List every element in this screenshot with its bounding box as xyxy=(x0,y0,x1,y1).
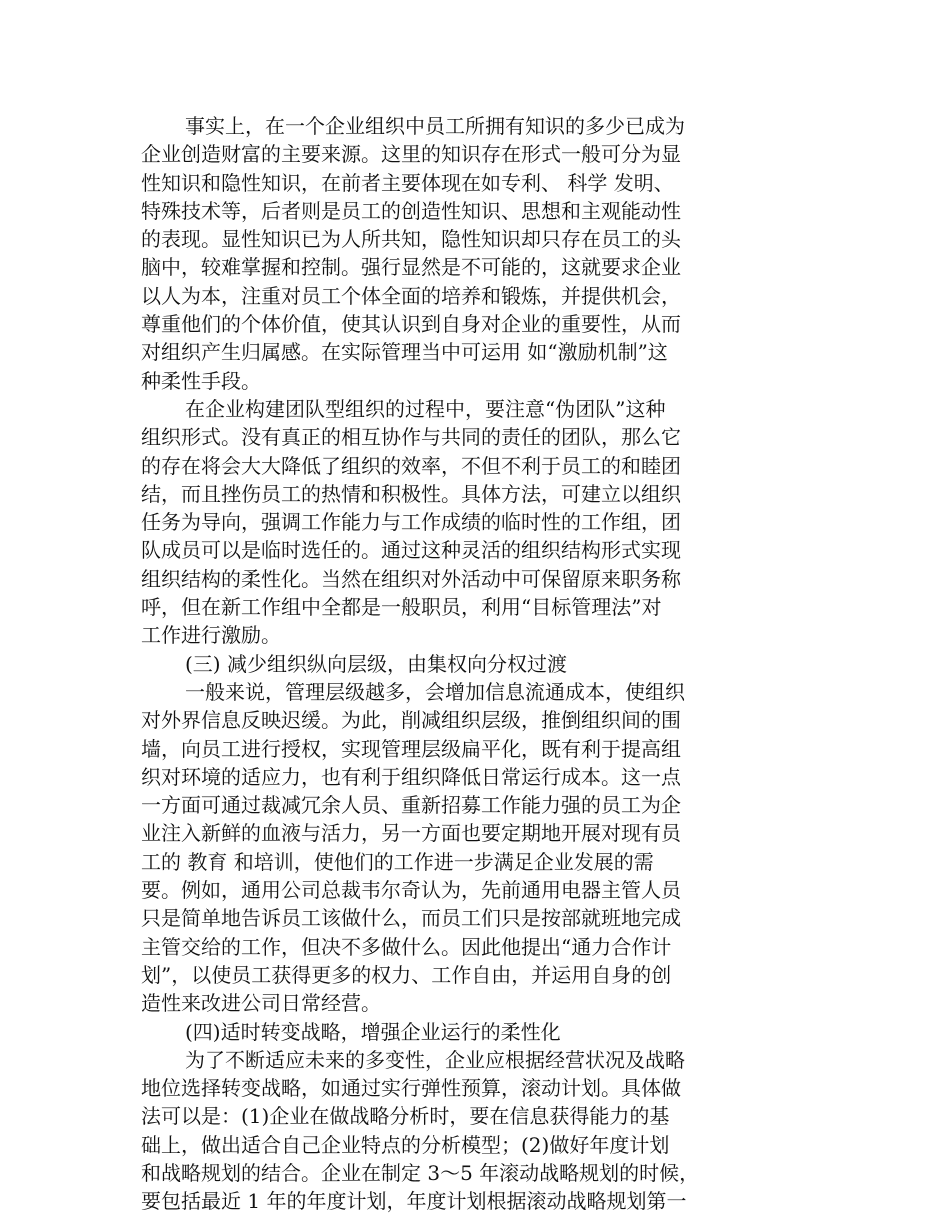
text-line: 在企业构建团队型组织的过程中，要注意“伪团队”这种 xyxy=(185,396,666,421)
text-line: 事实上，在一个企业组织中员工所拥有知识的多少已成为 xyxy=(185,114,685,138)
text-line: 队成员可以是临时选任的。通过这种灵活的组织结构形式实现 xyxy=(141,538,681,563)
text-line: 结，而且挫伤员工的热情和积极性。具体方法，可建立以组织 xyxy=(141,481,681,506)
text-line: 划”，以使员工获得更多的权力、工作自由，并运用自身的创 xyxy=(141,962,672,987)
text-line: 企业创造财富的主要来源。这里的知识存在形式一般可分为显 xyxy=(141,142,681,167)
text-line: 脑中，较难掌握和控制。强行显然是不可能的，这就要求企业 xyxy=(141,255,681,280)
text-line: 为了不断适应未来的多变性，企业应根据经营状况及战略 xyxy=(185,1047,685,1072)
text-line: 只是简单地告诉员工该做什么，而员工们只是按部就班地完成 xyxy=(141,906,681,931)
text-line: 业注入新鲜的血液与活力，另一方面也要定期地开展对现有员 xyxy=(141,821,681,846)
text-line: 工作进行激励。 xyxy=(141,623,281,648)
text-line: 的表现。显性知识已为人所共知，隐性知识却只存在员工的头 xyxy=(141,227,681,252)
text-line: 础上，做出适合自己企业特点的分析模型；(2)做好年度计划 xyxy=(141,1132,670,1157)
text-line: 织对环境的适应力，也有利于组织降低日常运行成本。这一点 xyxy=(141,764,681,789)
text-line: 呼，但在新工作组中全都是一般职员，利用“目标管理法”对 xyxy=(141,595,662,620)
text-line: 以人为本，注重对员工个体全面的培养和锻炼，并提供机会， xyxy=(141,283,681,308)
text-line: (三) 减少组织纵向层级，由集权向分权过渡 xyxy=(185,651,567,676)
text-line: 要包括最近 1 年的年度计划，年度计划根据滚动战略规划第一 xyxy=(141,1189,687,1214)
text-line: 要。例如，通用公司总裁韦尔奇认为，先前通用电器主管人员 xyxy=(141,878,681,903)
text-line: 组织结构的柔性化。当然在组织对外活动中可保留原来职务称 xyxy=(141,566,681,591)
text-line: 尊重他们的个体价值，使其认识到自身对企业的重要性，从而 xyxy=(141,312,681,337)
text-line: 一方面可通过裁减冗余人员、重新招募工作能力强的员工为企 xyxy=(141,793,681,818)
text-line: 对外界信息反映迟缓。为此，削减组织层级，推倒组织间的围 xyxy=(141,708,681,733)
text-line: 主管交给的工作，但决不多做什么。因此他提出“通力合作计 xyxy=(141,934,672,959)
text-line: 的存在将会大大降低了组织的效率，不但不利于员工的和睦团 xyxy=(141,453,681,478)
text-line: 和战略规划的结合。企业在制定 3～5 年滚动战略规划的时候， xyxy=(141,1160,700,1185)
text-line: 任务为导向，强调工作能力与工作成绩的临时性的工作组，团 xyxy=(141,510,681,535)
text-line: 法可以是：(1)企业在做战略分析时，要在信息获得能力的基 xyxy=(141,1104,670,1129)
text-line: 地位选择转变战略，如通过实行弹性预算，滚动计划。具体做 xyxy=(141,1076,681,1101)
text-line: 组织形式。没有真正的相互协作与共同的责任的团队，那么它 xyxy=(141,425,681,450)
text-line: 对组织产生归属感。在实际管理当中可运用 如“激励机制”这 xyxy=(141,340,668,365)
text-line: 性知识和隐性知识，在前者主要体现在如专利、 科学 发明、 xyxy=(141,170,674,195)
text-line: 造性来改进公司日常经营。 xyxy=(141,991,381,1016)
text-line: 墙，向员工进行授权，实现管理层级扁平化，既有利于提高组 xyxy=(141,736,681,761)
text-line: 种柔性手段。 xyxy=(141,368,261,393)
text-line: 一般来说，管理层级越多，会增加信息流通成本，使组织 xyxy=(185,679,685,704)
document-body xyxy=(141,112,741,1216)
text-line: (四)适时转变战略，增强企业运行的柔性化 xyxy=(185,1019,561,1044)
text-line: 工的 教育 和培训，使他们的工作进一步满足企业发展的需 xyxy=(141,849,654,874)
text-line: 特殊技术等，后者则是员工的创造性知识、思想和主观能动性 xyxy=(141,198,681,223)
